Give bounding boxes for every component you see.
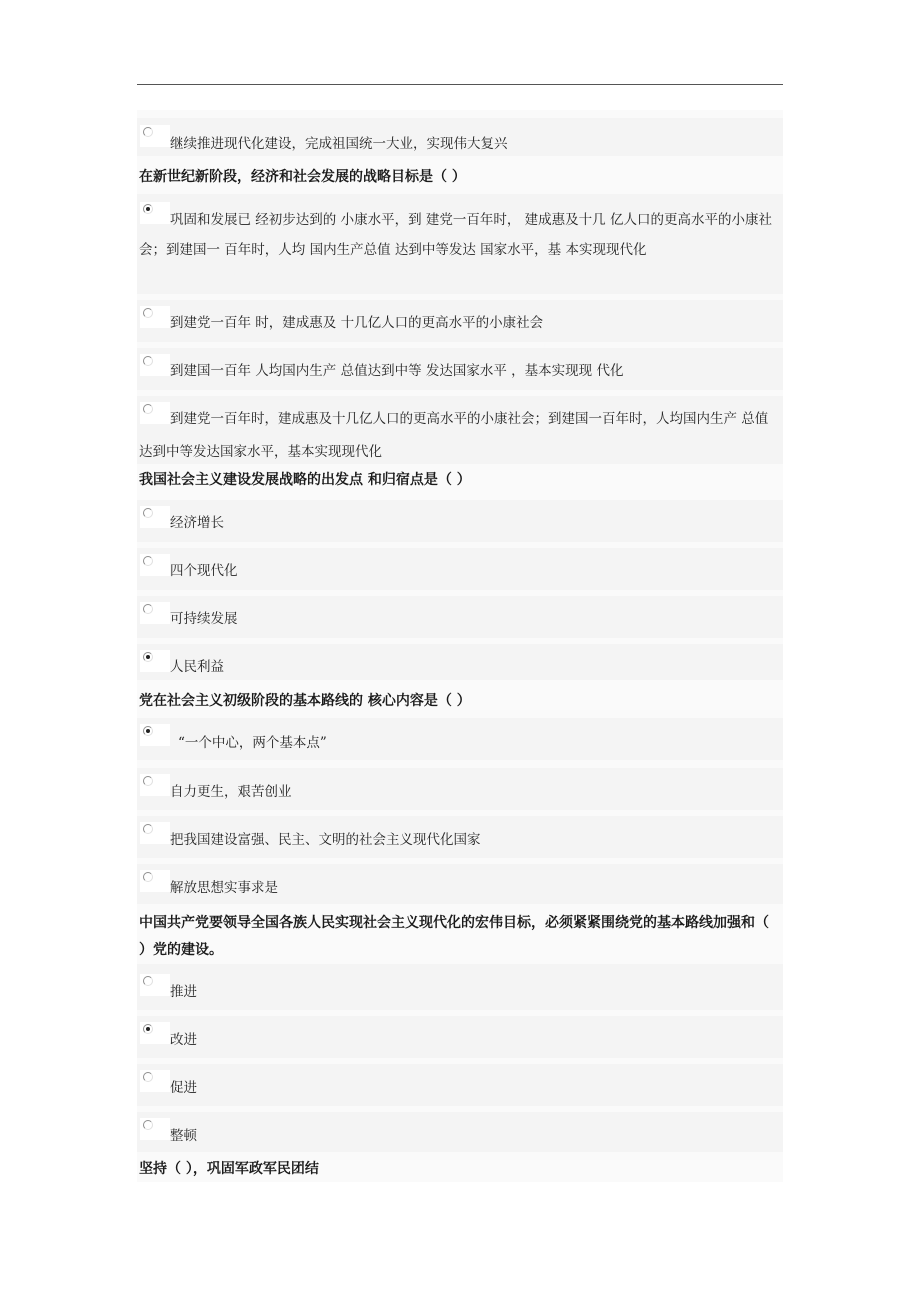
option-label: 整顿 <box>170 1128 197 1144</box>
radio-button[interactable] <box>140 1118 170 1140</box>
radio-button-selected[interactable] <box>140 1022 170 1044</box>
question-text: 在新世纪新阶段，经济和社会发展的战略目标是（ ） <box>139 169 466 185</box>
radio-button[interactable] <box>140 306 170 328</box>
question-text: 坚持（ ），巩固军政军民团结 <box>139 1161 319 1177</box>
option-label: 解放思想实事求是 <box>170 880 278 896</box>
option-label: 到建国一百年 人均国内生产 总值达到中等 发达国家水平 ，基本实现现 代化 <box>170 363 624 379</box>
radio-button[interactable] <box>140 354 170 376</box>
radio-button[interactable] <box>140 602 170 624</box>
option-label: 改进 <box>170 1032 197 1048</box>
radio-button-selected[interactable] <box>140 724 170 746</box>
radio-button[interactable] <box>140 822 170 844</box>
radio-button[interactable] <box>140 1070 170 1092</box>
question-text: 中国共产党要领导全国各族人民实现社会主义现代化的宏伟目标，必须紧紧围绕党的基本路线加强和（ ）党的建设。 <box>139 915 769 958</box>
option-label: 自力更生，艰苦创业 <box>170 784 292 800</box>
option-label: 推进 <box>170 984 197 1000</box>
header-rule <box>137 84 783 85</box>
option-label: “一个中心，两个基本点” <box>178 735 327 751</box>
question-text: 我国社会主义建设发展战略的出发点 和归宿点是（ ） <box>139 472 471 488</box>
option-label: 到建党一百年 时，建成惠及 十几亿人口的更高水平的小康社会 <box>170 315 544 331</box>
option-label: 可持续发展 <box>170 611 238 627</box>
option-label: 促进 <box>170 1080 197 1096</box>
radio-button[interactable] <box>140 870 170 892</box>
option-label: 继续推进现代化建设，完成祖国统一大业，实现伟大复兴 <box>170 136 508 152</box>
radio-button[interactable] <box>140 506 170 528</box>
option-label: 四个现代化 <box>170 563 238 579</box>
question-text: 党在社会主义初级阶段的基本路线的 核心内容是（ ） <box>139 693 471 709</box>
option-label: 经济增长 <box>170 515 224 531</box>
radio-button[interactable] <box>140 974 170 996</box>
radio-button[interactable] <box>140 554 170 576</box>
option-label: 巩固和发展已 经初步达到的 小康水平，到 建党一百年时， 建成惠及十几 亿人口的更高水平的小康社 会；到建国一 百年时，人均 国内生产总值 达到中等发达 国家水平，基 本实现现代化 <box>139 212 772 258</box>
radio-button[interactable] <box>140 774 170 796</box>
option-label: 人民利益 <box>170 659 224 675</box>
radio-button[interactable] <box>140 125 170 147</box>
radio-button-selected[interactable] <box>140 650 170 672</box>
option-label: 把我国建设富强、民主、文明的社会主义现代化国家 <box>170 832 481 848</box>
option-label: 到建党一百年时，建成惠及十几亿人口的更高水平的小康社会；到建国一百年时，人均国内生产 总值达到中等发达国家水平，基本实现现代化 <box>139 411 769 460</box>
